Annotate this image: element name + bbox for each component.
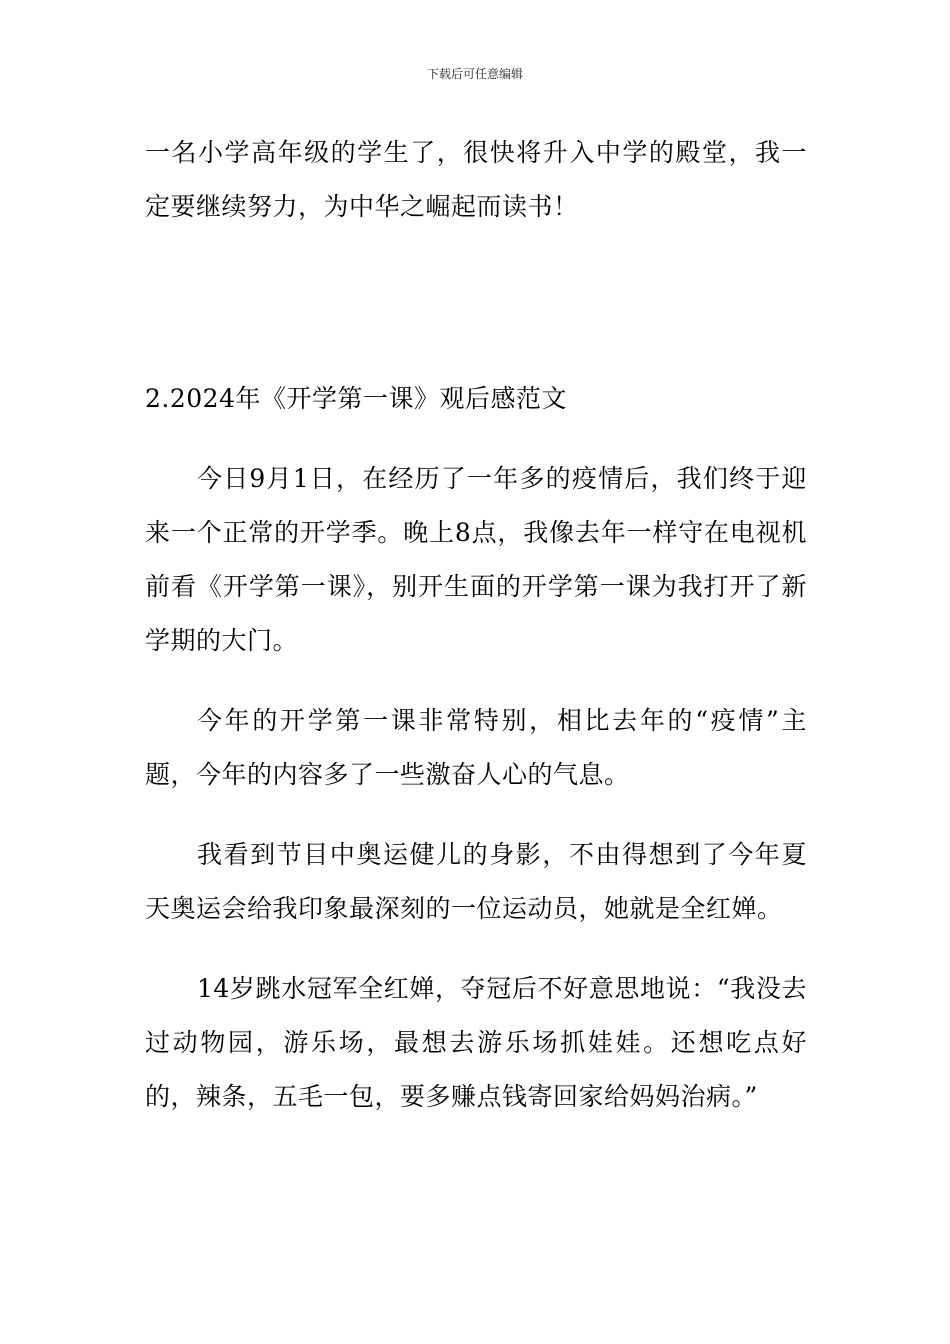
paragraph-2: 今年的开学第一课非常特别，相比去年的“疫情”主题，今年的内容多了一些激奋人心的气息。 (145, 706, 807, 789)
paragraph-continuation: 一名小学高年级的学生了，很快将升入中学的殿堂，我一定要继续努力，为中华之崛起而读书！ (145, 138, 807, 221)
document-body (145, 126, 807, 1124)
header-note: 下载后可任意编辑 (426, 67, 523, 81)
paragraph-1: 今日9月1日，在经历了一年多的疫情后，我们终于迎来一个正常的开学季。晚上8点，我像去年一样守在电视机前看《开学第一课》，别开生面的开学第一课为我打开了新学期的大门。 (145, 464, 807, 655)
section-title: 2.2024年《开学第一课》观后感范文 (145, 384, 567, 413)
paragraph-4: 14岁跳水冠军全红婵，夺冠后不好意思地说：“我没去过动物园，游乐场，最想去游乐场抓娃娃。还想吃点好的，辣条，五毛一包，要多赚点钱寄回家给妈妈治病。” (145, 974, 807, 1111)
paragraph-3: 我看到节目中奥运健儿的身影，不由得想到了今年夏天奥运会给我印象最深刻的一位运动员，她就是全红婵。 (145, 840, 807, 923)
